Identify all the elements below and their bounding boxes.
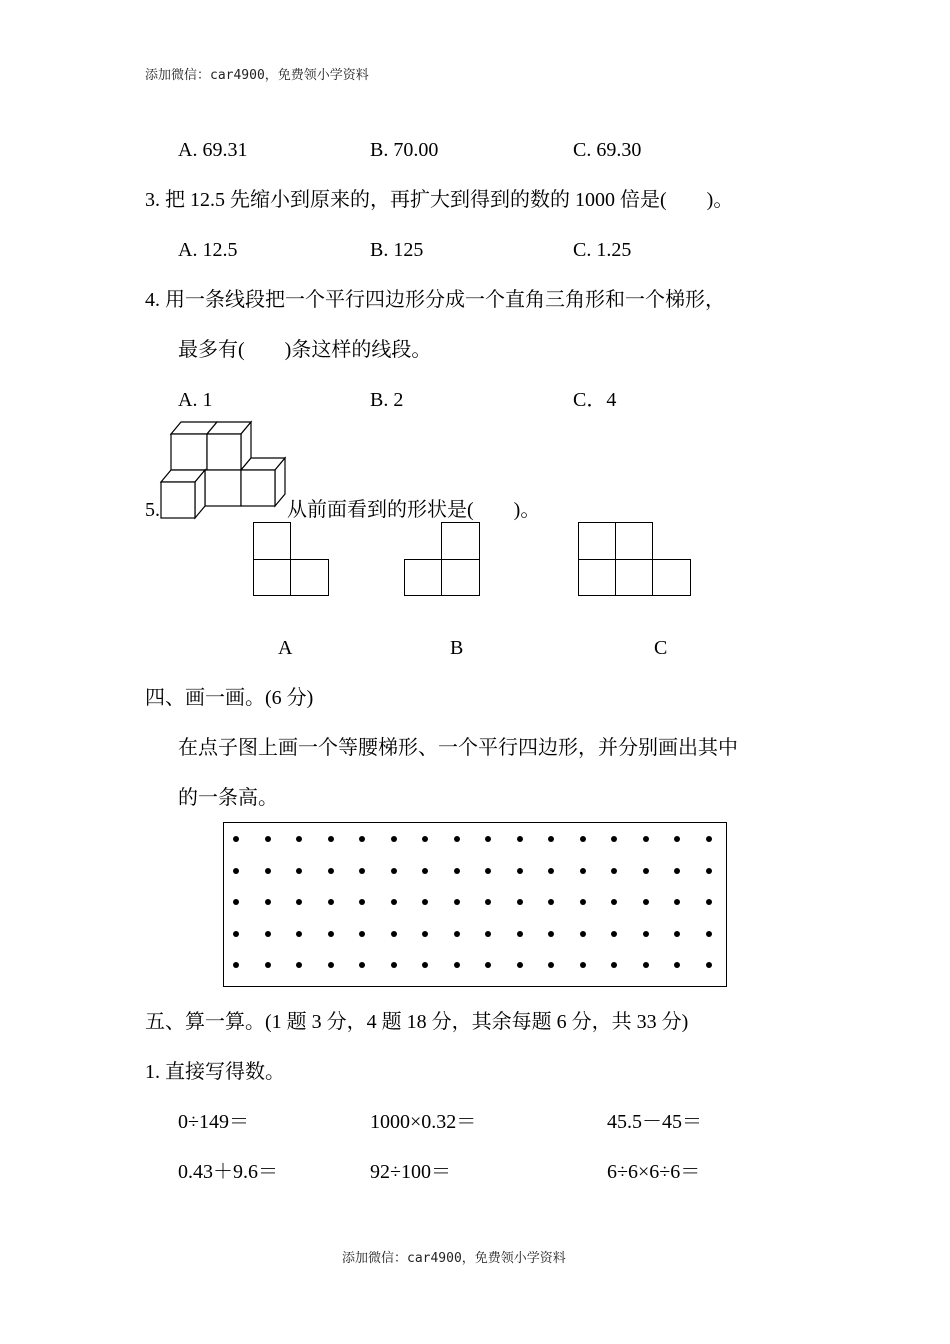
q3-option-b: B. 125 [370,239,424,261]
section5-title: 五、算一算。(1 题 3 分，4 题 18 分，其余每题 6 分，共 33 分) [145,1011,689,1033]
grid-dot[interactable] [517,899,523,905]
grid-dot[interactable] [485,962,491,968]
grid-dot[interactable] [548,836,554,842]
grid-dot[interactable] [643,962,649,968]
grid-dot[interactable] [485,868,491,874]
q2-option-c: C. 69.30 [573,139,642,161]
square [615,522,653,560]
calc-item: 6÷6×6÷6＝ [607,1161,701,1183]
grid-dot[interactable] [611,931,617,937]
grid-dot[interactable] [643,836,649,842]
section5-q1-title: 1. 直接写得数。 [145,1061,285,1083]
cube-stack-figure [155,420,290,520]
grid-dot[interactable] [548,931,554,937]
grid-dot[interactable] [580,868,586,874]
q5-number: 5. [145,499,160,521]
cube-top-left-front [171,434,207,470]
view-label-b: B [450,637,464,659]
grid-dot[interactable] [296,836,302,842]
grid-dot[interactable] [674,899,680,905]
grid-dot[interactable] [706,868,712,874]
grid-dot[interactable] [706,899,712,905]
grid-dot[interactable] [674,962,680,968]
cube-bottom-mid-front [205,470,241,506]
grid-dot[interactable] [454,836,460,842]
square [253,559,291,596]
grid-dot[interactable] [454,899,460,905]
q4-option-b: B. 2 [370,389,404,411]
section4-instruction-line2: 的一条高。 [178,787,278,809]
square [253,522,291,560]
cube-front-front [161,482,195,518]
calc-item: 0÷149＝ [178,1111,249,1133]
grid-dot[interactable] [359,836,365,842]
view-label-c: C [654,637,668,659]
q3-text: 3. 把 12.5 先缩小到原来的，再扩大到得到的数的 1000 倍是( )。 [145,189,734,211]
grid-dot[interactable] [296,868,302,874]
watermark-bottom: 添加微信：car4900，免费领小学资料 [342,1251,566,1266]
q4-line2: 最多有( )条这样的线段。 [178,339,432,361]
grid-dot[interactable] [580,836,586,842]
grid-dot[interactable] [611,899,617,905]
grid-dot[interactable] [391,899,397,905]
grid-dot[interactable] [580,931,586,937]
grid-dot[interactable] [391,868,397,874]
grid-dot[interactable] [265,931,271,937]
cube-bottom-right-front [241,470,275,506]
grid-dot[interactable] [611,962,617,968]
q4-line1: 4. 用一条线段把一个平行四边形分成一个直角三角形和一个梯形， [145,289,725,311]
grid-dot[interactable] [454,868,460,874]
grid-dot[interactable] [517,962,523,968]
grid-dot[interactable] [359,899,365,905]
grid-dot[interactable] [265,836,271,842]
grid-dot[interactable] [422,931,428,937]
grid-dot[interactable] [643,868,649,874]
grid-dot[interactable] [391,962,397,968]
calc-item: 45.5－45＝ [607,1111,702,1133]
grid-dot[interactable] [391,836,397,842]
q2-option-a: A. 69.31 [178,139,248,161]
grid-dot[interactable] [359,962,365,968]
grid-dot[interactable] [706,962,712,968]
grid-dot[interactable] [580,962,586,968]
grid-dot[interactable] [265,868,271,874]
grid-dot[interactable] [706,931,712,937]
grid-dot[interactable] [328,868,334,874]
grid-dot[interactable] [359,868,365,874]
grid-dot[interactable] [296,931,302,937]
grid-dot[interactable] [517,836,523,842]
grid-dot[interactable] [265,962,271,968]
grid-dot[interactable] [485,899,491,905]
square [578,559,616,596]
grid-dot[interactable] [328,931,334,937]
q3-option-c: C. 1.25 [573,239,632,261]
square [615,559,653,596]
grid-dot[interactable] [233,868,239,874]
grid-dot[interactable] [580,899,586,905]
grid-dot[interactable] [391,931,397,937]
grid-dot[interactable] [328,962,334,968]
cube-top-right-front [207,434,241,470]
grid-dot[interactable] [233,962,239,968]
grid-dot[interactable] [328,899,334,905]
grid-dot[interactable] [674,836,680,842]
grid-dot[interactable] [233,899,239,905]
grid-dot[interactable] [296,962,302,968]
square [441,522,480,560]
q5-text: 从前面看到的形状是( )。 [287,499,541,521]
grid-dot[interactable] [422,962,428,968]
square [290,559,329,596]
calc-item: 1000×0.32＝ [370,1111,477,1133]
section4-title: 四、画一画。(6 分) [145,687,314,709]
grid-dot[interactable] [359,931,365,937]
grid-dot[interactable] [296,899,302,905]
square [404,559,442,596]
calc-item: 92÷100＝ [370,1161,451,1183]
grid-dot[interactable] [611,868,617,874]
grid-dot[interactable] [517,931,523,937]
grid-dot[interactable] [517,868,523,874]
grid-dot[interactable] [454,931,460,937]
q4-option-a: A. 1 [178,389,213,411]
q2-option-b: B. 70.00 [370,139,439,161]
section4-instruction-line1: 在点子图上画一个等腰梯形、一个平行四边形，并分别画出其中 [178,737,738,759]
grid-dot[interactable] [548,899,554,905]
square [441,559,480,596]
grid-dot[interactable] [422,836,428,842]
grid-dot[interactable] [233,836,239,842]
grid-dot[interactable] [674,931,680,937]
dot-grid[interactable] [223,822,727,987]
view-option-c [578,522,691,596]
watermark-top: 添加微信：car4900，免费领小学资料 [145,68,369,83]
grid-dot[interactable] [422,899,428,905]
grid-dot[interactable] [328,836,334,842]
square [578,522,616,560]
view-label-a: A [278,637,293,659]
view-option-b [404,522,480,596]
grid-dot[interactable] [643,899,649,905]
grid-dot[interactable] [674,868,680,874]
grid-dot[interactable] [706,836,712,842]
grid-dot[interactable] [233,931,239,937]
grid-dot[interactable] [265,899,271,905]
grid-dot[interactable] [643,931,649,937]
square [652,559,691,596]
grid-dot[interactable] [548,962,554,968]
grid-dot[interactable] [422,868,428,874]
calc-item: 0.43＋9.6＝ [178,1161,278,1183]
grid-dot[interactable] [611,836,617,842]
grid-dot[interactable] [485,931,491,937]
grid-dot[interactable] [548,868,554,874]
q4-option-c: C．4 [573,389,617,411]
view-option-a [253,522,329,596]
q3-option-a: A. 12.5 [178,239,238,261]
grid-dot[interactable] [485,836,491,842]
grid-dot[interactable] [454,962,460,968]
